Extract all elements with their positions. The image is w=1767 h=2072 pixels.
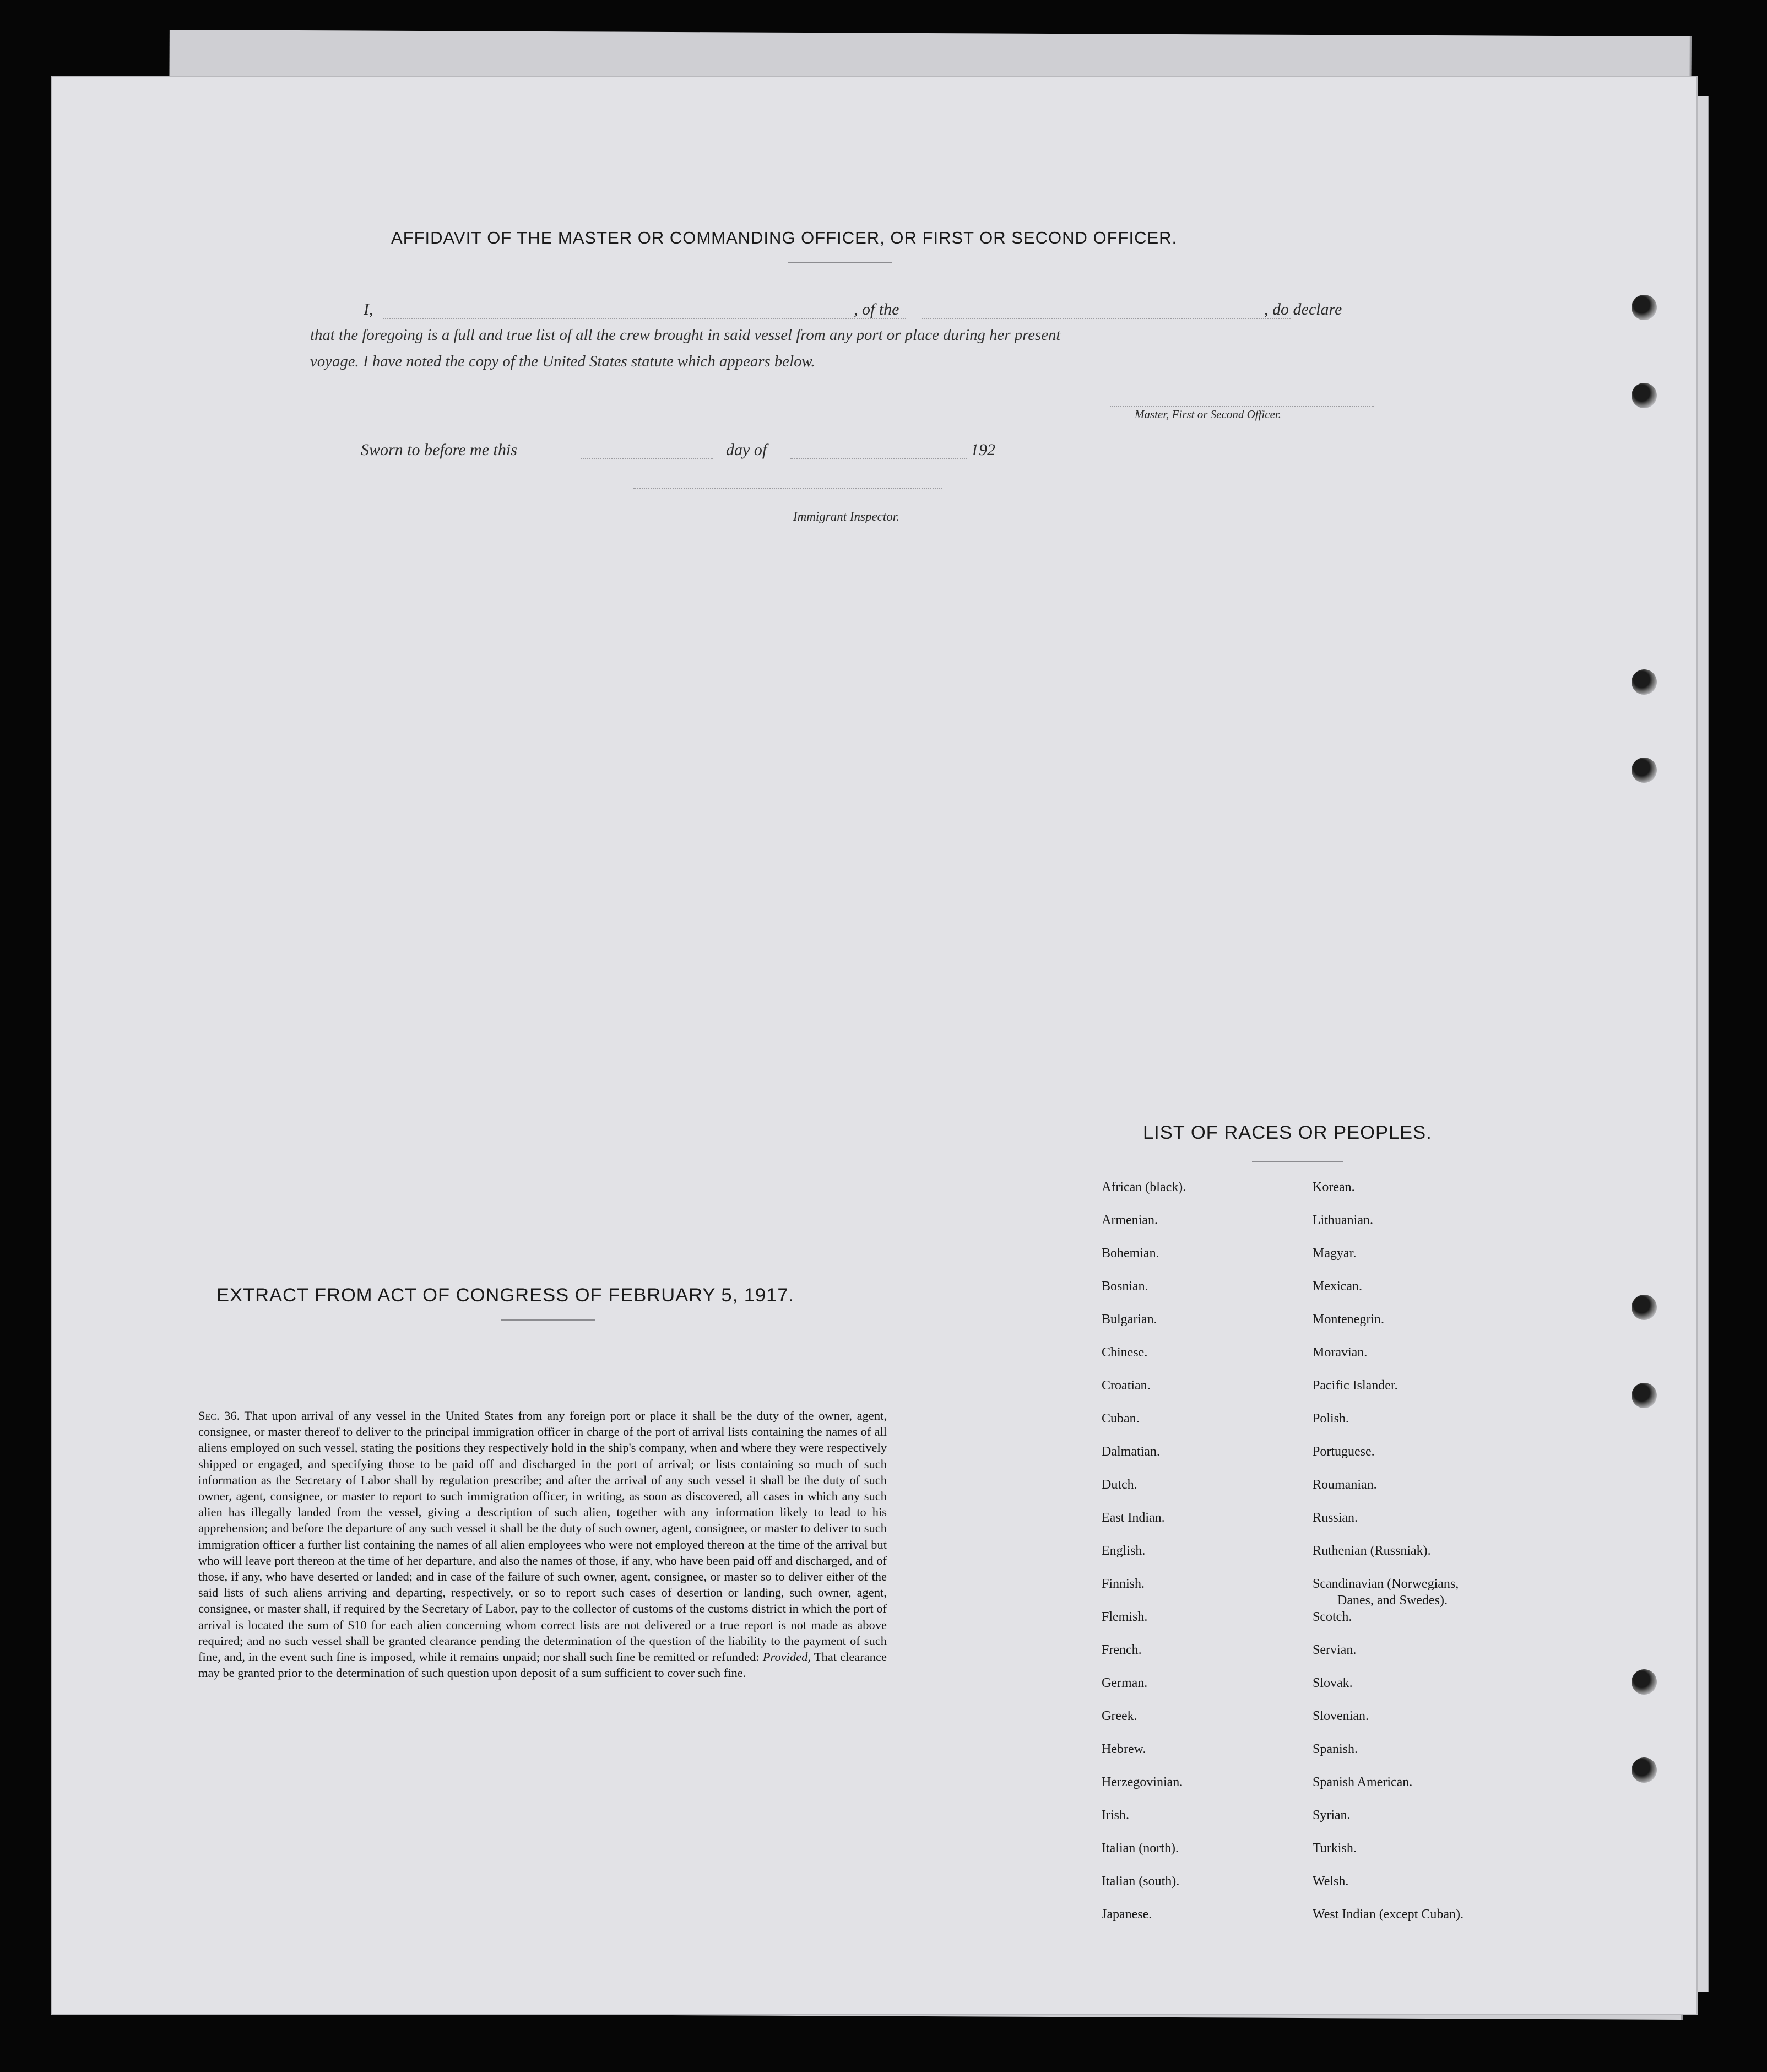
- race-label: Welsh.: [1313, 1874, 1349, 1889]
- punch-hole: [1632, 1757, 1657, 1783]
- race-label: Bulgarian.: [1102, 1312, 1157, 1327]
- race-label: Ruthenian (Russniak).: [1313, 1544, 1431, 1558]
- race-label: Hebrew.: [1102, 1742, 1146, 1756]
- race-item: [1313, 1278, 1464, 1311]
- race-label: Cuban.: [1102, 1411, 1140, 1426]
- race-label: Flemish.: [1102, 1610, 1148, 1624]
- officer-signature-field[interactable]: [1110, 406, 1374, 407]
- race-item: [1102, 1212, 1186, 1245]
- race-label: Lithuanian.: [1313, 1213, 1373, 1227]
- race-item: [1102, 1443, 1186, 1476]
- race-item: [1102, 1675, 1186, 1708]
- race-item: [1102, 1410, 1186, 1443]
- race-label: Finnish.: [1102, 1577, 1145, 1591]
- race-item: [1313, 1708, 1464, 1741]
- affidavit-do-declare: , do declare: [1264, 300, 1342, 318]
- extract-title: EXTRACT FROM ACT OF CONGRESS OF FEBRUARY 5, 1917.: [216, 1285, 795, 1306]
- race-label: Croatian.: [1102, 1378, 1151, 1393]
- race-item: [1313, 1675, 1464, 1708]
- race-item: [1313, 1576, 1464, 1609]
- race-item: [1313, 1510, 1464, 1543]
- inspector-signature-field[interactable]: [633, 488, 942, 489]
- race-label: Irish.: [1102, 1808, 1129, 1822]
- race-label: Syrian.: [1313, 1808, 1351, 1822]
- race-label: East Indian.: [1102, 1511, 1165, 1525]
- race-label: Scotch.: [1313, 1610, 1352, 1624]
- race-item: [1313, 1410, 1464, 1443]
- race-label: Dalmatian.: [1102, 1445, 1160, 1459]
- vessel-name-field[interactable]: [922, 318, 1291, 319]
- punch-hole: [1632, 758, 1657, 783]
- race-item: [1313, 1179, 1464, 1212]
- race-label: Slovak.: [1313, 1676, 1353, 1690]
- punch-hole: [1632, 1295, 1657, 1320]
- race-label: Portuguese.: [1313, 1445, 1375, 1459]
- race-label: Montenegrin.: [1313, 1312, 1384, 1327]
- race-item: [1102, 1873, 1186, 1906]
- name-field[interactable]: [383, 318, 906, 319]
- race-item: [1102, 1609, 1186, 1642]
- race-label: English.: [1102, 1544, 1146, 1558]
- race-item: [1313, 1476, 1464, 1510]
- race-label: Chinese.: [1102, 1345, 1148, 1360]
- race-item: [1313, 1311, 1464, 1344]
- races-title-rule: [1252, 1161, 1343, 1162]
- statute-body: That upon arrival of any vessel in the United States from any foreign port or place it shall be the duty of the owner, agent, consignee, or master thereof to deliver to the principal immigration officer in charge of the port of arrival lists containing the names of all aliens employed on such vessel, stating the positions they respectively hold in the ship's company, when and where they were respectively shipped or engaged, and specifying those to be paid off and discharged in the port of arrival; or lists containing so much of such information as the Secretary of Labor shall by regulation prescribe; and after the arrival of any such vessel it shall be the duty of such owner, agent, consignee, or master to report to such immigration officer, in writing, as soon as discovered, all cases in which any such alien has illegally landed from the vessel, giving a description of such alien, together with any information likely to lead to his apprehension; and before the departure of any such vessel it shall be the duty of such owner, agent, consignee, or master to deliver to such immigration officer a further list containing the names of all alien employees who were not employed thereon at the time of the arrival but who will leave port thereon at the time of her departure, and also the names of those, if any, who have been paid off and discharged, and of those, if any, who have deserted or landed; and in case of the failure of such owner, agent, consignee, or master so to deliver either of the said lists of such aliens arriving and departing, respectively, or so to report such cases of desertion or landing, such owner, agent, consignee, or master shall, if required by the Secretary of Labor, pay to the collector of customs of the customs district in which the port of arrival is located the sum of $10 for each alien concerning whom correct lists are not delivered or a true report is not made as above required; and no such vessel shall be granted clearance pending the determination of the question of the liability to the payment of such fine, and, in the event such fine is imposed, while it remains unpaid; nor shall such fine be remitted or refunded:: [198, 1409, 887, 1664]
- race-item: [1313, 1609, 1464, 1642]
- affidavit-title-rule: [788, 262, 892, 263]
- officer-signature-label: Master, First or Second Officer.: [1135, 408, 1281, 421]
- affidavit-i: I,: [364, 300, 373, 318]
- race-label: German.: [1102, 1676, 1148, 1690]
- race-label: Slovenian.: [1313, 1709, 1369, 1723]
- race-label: Scandinavian (Norwegians,: [1313, 1577, 1459, 1591]
- race-item: [1102, 1708, 1186, 1741]
- race-label: Japanese.: [1102, 1907, 1152, 1922]
- race-label-continued: Danes, and Swedes).: [1337, 1593, 1448, 1608]
- race-item: [1102, 1840, 1186, 1873]
- affidavit-line-3: voyage. I have noted the copy of the United States statute which appears below.: [310, 353, 815, 370]
- statute-text: [198, 1408, 887, 1681]
- races-title: LIST OF RACES OR PEOPLES.: [1143, 1122, 1432, 1143]
- punch-hole: [1632, 383, 1657, 408]
- race-item: [1102, 1344, 1186, 1377]
- race-item: [1102, 1510, 1186, 1543]
- race-label: Italian (north).: [1102, 1841, 1179, 1855]
- race-item: [1102, 1642, 1186, 1675]
- race-item: [1313, 1873, 1464, 1906]
- race-item: [1313, 1642, 1464, 1675]
- sworn-year: 192: [971, 441, 995, 459]
- race-label: Dutch.: [1102, 1478, 1137, 1492]
- race-item: [1313, 1543, 1464, 1576]
- race-item: [1102, 1476, 1186, 1510]
- punch-hole: [1632, 1383, 1657, 1408]
- race-item: [1102, 1245, 1186, 1278]
- punch-hole: [1632, 669, 1657, 695]
- race-item: [1102, 1179, 1186, 1212]
- race-item: [1313, 1807, 1464, 1840]
- race-label: Pacific Islander.: [1313, 1378, 1398, 1393]
- race-item: [1313, 1906, 1464, 1939]
- punch-hole: [1632, 295, 1657, 320]
- sworn-day-field[interactable]: [581, 458, 713, 459]
- race-label: Mexican.: [1313, 1279, 1362, 1294]
- race-label: Bosnian.: [1102, 1279, 1148, 1294]
- race-label: Turkish.: [1313, 1841, 1357, 1855]
- race-label: Spanish.: [1313, 1742, 1358, 1756]
- race-label: Russian.: [1313, 1511, 1358, 1525]
- race-item: [1102, 1311, 1186, 1344]
- affidavit-line-2: that the foregoing is a full and true list of all the crew brought in said vessel from any port or place during her present: [310, 326, 1061, 344]
- race-item: [1313, 1840, 1464, 1873]
- race-item: [1102, 1576, 1186, 1609]
- extract-title-rule: [501, 1319, 595, 1321]
- race-label: West Indian (except Cuban).: [1313, 1907, 1464, 1922]
- race-item: [1102, 1543, 1186, 1576]
- section-number: Sec. 36.: [198, 1409, 240, 1422]
- race-label: Polish.: [1313, 1411, 1349, 1426]
- race-item: [1313, 1774, 1464, 1807]
- race-item: [1313, 1344, 1464, 1377]
- race-label: Korean.: [1313, 1180, 1355, 1194]
- race-item: [1102, 1741, 1186, 1774]
- race-label: Spanish American.: [1313, 1775, 1413, 1789]
- race-item: [1102, 1278, 1186, 1311]
- race-item: [1102, 1377, 1186, 1410]
- race-item: [1313, 1212, 1464, 1245]
- race-item: [1313, 1377, 1464, 1410]
- affidavit-of-the: , of the: [854, 300, 899, 318]
- race-label: Roumanian.: [1313, 1478, 1377, 1492]
- statute-provided: Provided,: [762, 1650, 811, 1664]
- race-label: French.: [1102, 1643, 1142, 1657]
- sworn-text: Sworn to before me this: [361, 441, 517, 459]
- race-item: [1313, 1741, 1464, 1774]
- race-label: Armenian.: [1102, 1213, 1158, 1227]
- race-label: Italian (south).: [1102, 1874, 1180, 1889]
- races-right-column: [1313, 1179, 1464, 1939]
- race-label: African (black).: [1102, 1180, 1186, 1194]
- race-label: Magyar.: [1313, 1246, 1357, 1260]
- race-label: Greek.: [1102, 1709, 1137, 1723]
- races-left-column: [1102, 1179, 1186, 1939]
- race-label: Herzegovinian.: [1102, 1775, 1183, 1789]
- race-label: Servian.: [1313, 1643, 1357, 1657]
- race-label: Moravian.: [1313, 1345, 1368, 1360]
- affidavit-title: AFFIDAVIT OF THE MASTER OR COMMANDING OFFICER, OR FIRST OR SECOND OFFICER.: [391, 228, 1178, 247]
- punch-hole: [1632, 1669, 1657, 1695]
- race-item: [1102, 1807, 1186, 1840]
- sworn-month-field[interactable]: [790, 458, 967, 459]
- race-item: [1102, 1906, 1186, 1939]
- race-item: [1313, 1245, 1464, 1278]
- race-item: [1102, 1774, 1186, 1807]
- form-page: [52, 77, 1696, 2014]
- statute-body-end: That clearance may be granted prior to the determination of such question upon deposit of a sum sufficient to cover such fine.: [198, 1650, 887, 1680]
- race-label: Bohemian.: [1102, 1246, 1159, 1260]
- sworn-day-of: day of: [726, 441, 767, 459]
- inspector-label: Immigrant Inspector.: [793, 510, 899, 523]
- race-item: [1313, 1443, 1464, 1476]
